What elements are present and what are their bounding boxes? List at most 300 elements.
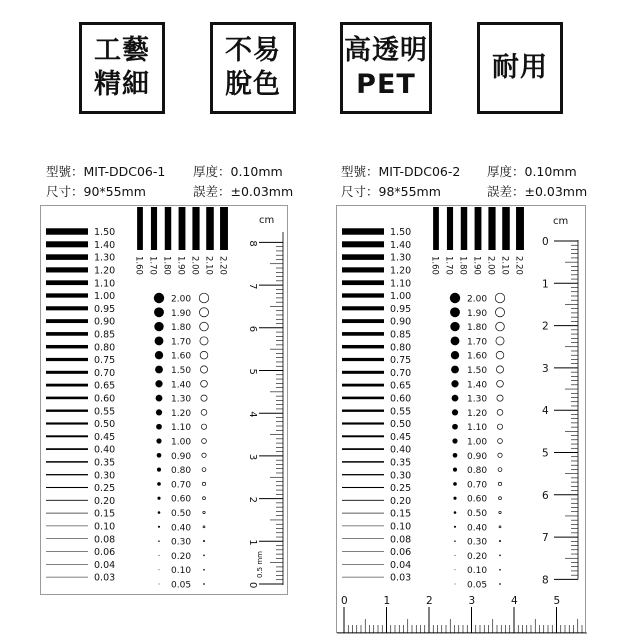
dot-size-label: 2.00 — [467, 294, 488, 305]
filled-dot — [159, 584, 160, 585]
bar-label: 2.20 — [513, 256, 524, 275]
hollow-dot — [498, 468, 502, 472]
line-width-sample — [46, 228, 88, 234]
dot-size-label: 1.40 — [171, 380, 192, 391]
line-width-sample — [342, 422, 384, 424]
filled-dot — [451, 351, 459, 359]
product2-model: 型號：MIT-DDC06-2 — [341, 164, 461, 179]
line-width-label: 0.35 — [94, 457, 116, 469]
filled-dot — [453, 468, 457, 472]
dot-size-label: 0.60 — [171, 494, 192, 505]
line-width-label: 0.30 — [390, 470, 412, 482]
bar-sample — [192, 207, 199, 250]
filled-dot — [454, 540, 456, 542]
dot-size-label: 0.40 — [171, 523, 192, 534]
filled-dot — [454, 526, 456, 528]
filled-dot — [451, 336, 460, 345]
ruler-number: 4 — [542, 405, 549, 418]
bar-label: 1.90 — [175, 256, 186, 275]
filled-dot — [156, 409, 162, 415]
filled-dot — [157, 497, 160, 500]
dot-size-label: 0.30 — [467, 537, 488, 548]
dot-size-label: 1.90 — [467, 308, 488, 319]
product1-size: 尺寸：90*55mm — [46, 184, 146, 199]
line-width-label: 0.35 — [390, 457, 412, 469]
ruler-number: 2 — [247, 496, 258, 503]
line-width-label: 0.06 — [390, 547, 412, 559]
ruler-number: 0 — [542, 236, 549, 248]
filled-dot — [450, 293, 460, 303]
line-width-label: 0.45 — [390, 431, 412, 443]
dot-size-label: 0.05 — [467, 580, 488, 591]
dot-size-label: 0.80 — [171, 466, 192, 477]
line-width-sample — [342, 538, 384, 539]
bar-sample — [220, 207, 228, 250]
line-width-sample — [342, 448, 384, 450]
dot-size-label: 0.70 — [171, 480, 192, 491]
gauge-card-1 — [40, 205, 288, 595]
hollow-dot — [203, 511, 205, 513]
line-width-label: 0.20 — [390, 495, 412, 507]
hollow-dot — [495, 308, 504, 317]
bar-sample — [447, 207, 453, 250]
bar-sample — [179, 207, 186, 250]
bar-label: 2.00 — [189, 256, 200, 275]
line-width-sample — [46, 384, 88, 387]
feature-text: 耐用 — [492, 52, 548, 83]
dot-size-label: 1.30 — [171, 394, 192, 405]
filled-dot — [158, 540, 160, 542]
bar-label: 1.70 — [147, 256, 158, 275]
line-width-label: 0.40 — [94, 444, 116, 456]
filled-dot — [154, 307, 164, 317]
line-width-label: 0.70 — [390, 367, 412, 379]
dot-size-label: 1.50 — [171, 366, 192, 376]
bar-sample — [165, 207, 171, 250]
feature-text: 工藝 — [94, 35, 150, 66]
line-width-sample — [46, 551, 88, 552]
line-width-sample — [46, 241, 88, 247]
filled-dot — [156, 424, 162, 430]
bar-sample — [461, 207, 467, 250]
hollow-dot — [496, 366, 503, 373]
hollow-dot — [201, 410, 207, 416]
ruler-unit-label: cm — [553, 216, 569, 227]
bar-sample — [502, 207, 510, 250]
dot-size-label: 1.20 — [171, 408, 192, 419]
line-width-sample — [342, 461, 384, 463]
hollow-dot — [203, 540, 204, 541]
dot-size-label: 1.80 — [467, 323, 488, 334]
dot-size-label: 0.80 — [467, 466, 488, 477]
line-width-sample — [46, 487, 88, 488]
feature-text: 精細 — [94, 69, 150, 100]
line-width-sample — [46, 319, 88, 323]
line-width-sample — [46, 564, 88, 565]
dot-size-label: 1.60 — [171, 351, 192, 362]
filled-dot — [157, 453, 162, 458]
line-width-sample — [46, 461, 88, 463]
hollow-dot — [201, 395, 207, 401]
line-width-label: 0.90 — [390, 316, 412, 328]
filled-dot — [157, 482, 161, 486]
line-width-label: 1.10 — [390, 278, 412, 290]
line-width-sample — [342, 564, 384, 565]
dot-size-label: 1.00 — [467, 437, 488, 448]
line-width-sample — [46, 448, 88, 450]
filled-dot — [155, 351, 163, 359]
ruler-number: 2 — [542, 320, 549, 333]
bar-sample — [433, 207, 439, 250]
hollow-dot — [500, 569, 501, 570]
ruler-number: 6 — [542, 489, 549, 502]
line-width-label: 0.04 — [390, 559, 412, 571]
line-width-label: 0.30 — [94, 470, 116, 482]
dot-size-label: 0.40 — [467, 523, 488, 534]
bar-sample — [516, 207, 524, 250]
gauge-card-2-graphic — [337, 206, 587, 634]
dot-size-label: 0.20 — [171, 551, 192, 562]
dot-size-label: 0.90 — [171, 451, 192, 462]
line-width-label: 0.85 — [390, 329, 412, 341]
line-width-label: 1.00 — [94, 291, 116, 303]
filled-dot — [155, 366, 163, 374]
hollow-dot — [199, 308, 208, 317]
line-width-sample — [46, 293, 88, 297]
bar-label: 2.00 — [485, 256, 496, 275]
line-width-label: 0.03 — [390, 572, 412, 584]
line-width-sample — [342, 241, 384, 247]
line-width-sample — [342, 293, 384, 297]
line-width-label: 1.40 — [94, 239, 116, 251]
hollow-dot — [204, 584, 205, 585]
dot-size-label: 0.30 — [171, 537, 192, 548]
filled-dot — [450, 307, 460, 317]
dot-size-label: 2.00 — [171, 294, 192, 305]
dot-size-label: 0.20 — [467, 551, 488, 562]
line-width-sample — [46, 577, 88, 578]
dot-size-label: 0.60 — [467, 494, 488, 505]
hollow-dot — [499, 497, 502, 500]
line-width-sample — [46, 254, 88, 260]
dot-size-label: 0.90 — [467, 451, 488, 462]
dot-size-label: 1.80 — [171, 323, 192, 334]
ruler-number: 5 — [542, 447, 549, 460]
dot-size-label: 1.30 — [467, 394, 488, 405]
line-width-label: 0.08 — [390, 534, 412, 546]
bar-label: 1.70 — [443, 256, 454, 275]
feature-box-durable — [477, 22, 563, 114]
line-width-label: 1.30 — [94, 252, 116, 264]
product2-thickness: 厚度：0.10mm — [487, 164, 577, 179]
line-width-sample — [46, 422, 88, 424]
line-width-label: 0.15 — [94, 508, 116, 520]
line-width-label: 0.04 — [94, 559, 116, 571]
ruler-number: 1 — [542, 278, 549, 291]
hollow-dot — [497, 424, 502, 429]
bar-label: 1.80 — [161, 256, 172, 275]
line-width-label: 0.70 — [94, 367, 116, 379]
line-width-label: 0.08 — [94, 534, 116, 546]
line-width-label: 1.20 — [94, 265, 116, 277]
line-width-label: 0.45 — [94, 431, 116, 443]
filled-dot — [452, 395, 459, 402]
dot-size-label: 0.70 — [467, 480, 488, 491]
line-width-label: 1.30 — [390, 252, 412, 264]
line-width-label: 1.40 — [390, 239, 412, 251]
bar-sample — [488, 207, 495, 250]
filled-dot — [156, 438, 161, 443]
dot-size-label: 1.70 — [467, 337, 488, 348]
filled-dot — [453, 453, 458, 458]
line-width-sample — [46, 358, 88, 361]
ruler-number: 8 — [247, 240, 258, 247]
filled-dot — [455, 569, 456, 570]
bar-label: 2.10 — [203, 256, 214, 275]
product1-thickness: 厚度：0.10mm — [193, 164, 283, 179]
hollow-dot — [500, 584, 501, 585]
dot-size-label: 0.05 — [171, 580, 192, 591]
hollow-dot — [202, 453, 206, 457]
line-width-sample — [342, 371, 384, 374]
filled-dot — [453, 497, 456, 500]
gauge-card-1-graphic — [41, 206, 289, 596]
filled-dot — [451, 366, 459, 374]
dot-size-label: 1.20 — [467, 408, 488, 419]
bar-label: 2.20 — [217, 256, 228, 275]
ruler-number: 6 — [247, 325, 258, 333]
bar-label: 1.90 — [471, 256, 482, 275]
feature-text: 不易 — [225, 35, 281, 66]
hollow-dot — [499, 526, 501, 528]
line-width-label: 0.80 — [94, 342, 116, 354]
dot-size-label: 1.40 — [467, 380, 488, 391]
line-width-sample — [46, 397, 88, 400]
bar-label: 2.10 — [499, 256, 510, 275]
filled-dot — [156, 395, 163, 402]
line-width-label: 1.50 — [94, 227, 116, 239]
feature-text: 脫色 — [225, 69, 281, 100]
line-width-label: 1.10 — [94, 278, 116, 290]
line-width-sample — [342, 474, 384, 475]
filled-dot — [450, 322, 459, 331]
line-width-sample — [342, 332, 384, 336]
filled-dot — [157, 468, 161, 472]
filled-dot — [155, 380, 162, 387]
line-width-label: 0.40 — [390, 444, 412, 456]
line-width-label: 0.90 — [94, 316, 116, 328]
hollow-dot — [499, 511, 501, 513]
line-width-label: 0.03 — [94, 572, 116, 584]
filled-dot — [158, 555, 159, 556]
line-width-label: 1.20 — [390, 265, 412, 277]
hollow-dot — [200, 351, 208, 359]
filled-dot — [154, 293, 164, 303]
line-width-sample — [46, 500, 88, 501]
line-width-sample — [46, 306, 88, 310]
filled-dot — [452, 438, 457, 443]
line-width-label: 1.00 — [390, 291, 412, 303]
hollow-dot — [204, 569, 205, 570]
line-width-sample — [46, 435, 88, 437]
filled-dot — [454, 555, 455, 556]
line-width-label: 0.50 — [390, 419, 412, 431]
filled-dot — [155, 336, 164, 345]
bar-label: 1.80 — [457, 256, 468, 275]
ruler-number: 0 — [247, 582, 258, 589]
line-width-label: 0.10 — [94, 521, 116, 533]
line-width-label: 0.95 — [94, 303, 116, 315]
hollow-dot — [201, 380, 208, 387]
line-width-label: 0.75 — [94, 355, 116, 367]
dot-size-label: 1.90 — [171, 308, 192, 319]
dot-size-label: 0.10 — [467, 566, 488, 577]
hollow-dot — [496, 351, 504, 359]
hollow-dot — [203, 497, 206, 500]
line-width-sample — [342, 513, 384, 514]
bar-sample — [151, 207, 157, 250]
filled-dot — [452, 409, 458, 415]
dot-size-label: 0.10 — [171, 566, 192, 577]
line-width-label: 0.20 — [94, 495, 116, 507]
line-width-sample — [46, 345, 88, 348]
hollow-dot — [200, 337, 208, 345]
hollow-dot — [499, 540, 500, 541]
ruler-number: 7 — [247, 283, 258, 290]
line-width-sample — [342, 345, 384, 348]
line-width-sample — [342, 384, 384, 387]
bar-sample — [475, 207, 482, 250]
hollow-dot — [200, 322, 209, 331]
filled-dot — [453, 482, 457, 486]
line-width-label: 0.15 — [390, 508, 412, 520]
filled-dot — [452, 424, 458, 430]
filled-dot — [158, 511, 161, 514]
hollow-dot — [204, 555, 205, 556]
line-width-sample — [342, 254, 384, 260]
product2-tolerance: 誤差：±0.03mm — [487, 184, 588, 199]
line-width-sample — [342, 551, 384, 552]
line-width-sample — [46, 280, 88, 285]
hollow-dot — [497, 380, 504, 387]
line-width-sample — [342, 358, 384, 361]
hollow-dot — [201, 424, 206, 429]
line-width-sample — [342, 435, 384, 437]
filled-dot — [455, 584, 456, 585]
bar-sample — [206, 207, 214, 250]
filled-dot — [159, 569, 160, 570]
ruler-number: 2 — [426, 595, 433, 607]
line-width-sample — [342, 410, 384, 412]
line-width-sample — [342, 228, 384, 234]
dot-size-label: 1.50 — [467, 366, 488, 376]
line-width-sample — [46, 538, 88, 539]
line-width-label: 0.55 — [94, 406, 116, 418]
line-width-sample — [342, 526, 384, 527]
filled-dot — [451, 380, 458, 387]
dot-size-label: 1.60 — [467, 351, 488, 362]
dot-size-label: 1.70 — [171, 337, 192, 348]
dot-size-label: 1.10 — [467, 423, 488, 434]
line-width-sample — [46, 410, 88, 412]
hollow-dot — [202, 482, 205, 485]
ruler-number: 5 — [553, 595, 561, 607]
line-width-label: 0.06 — [94, 547, 116, 559]
bar-sample — [137, 207, 143, 250]
ruler-unit-label: cm — [259, 215, 275, 226]
ruler-number: 0 — [341, 595, 348, 607]
line-width-label: 0.95 — [390, 303, 412, 315]
line-width-label: 0.85 — [94, 329, 116, 341]
hollow-dot — [498, 453, 502, 457]
dot-size-label: 1.10 — [171, 423, 192, 434]
line-width-sample — [46, 526, 88, 527]
ruler-number: 3 — [542, 362, 549, 375]
line-width-label: 0.50 — [94, 419, 116, 431]
line-width-sample — [342, 306, 384, 310]
hollow-dot — [497, 410, 503, 416]
line-width-sample — [46, 474, 88, 475]
filled-dot — [158, 526, 160, 528]
product1-tolerance: 誤差：±0.03mm — [193, 184, 294, 199]
hollow-dot — [498, 439, 503, 444]
line-width-label: 1.50 — [390, 227, 412, 239]
ruler-number: 3 — [247, 453, 258, 461]
hollow-dot — [498, 482, 501, 485]
feature-text: PET — [356, 69, 416, 100]
ruler-number: 1 — [247, 539, 258, 546]
ruler-number: 3 — [468, 595, 476, 607]
line-width-sample — [342, 397, 384, 400]
dot-size-label: 1.00 — [171, 437, 192, 448]
dot-size-label: 0.50 — [467, 509, 488, 519]
line-width-label: 0.75 — [390, 355, 412, 367]
ruler-number: 8 — [542, 574, 549, 587]
ruler-number: 4 — [511, 595, 518, 607]
ruler-number: 4 — [247, 411, 258, 418]
feature-box-fade-resistant — [210, 22, 296, 114]
ruler-number: 1 — [383, 595, 391, 607]
ruler-number: 5 — [247, 368, 258, 375]
line-width-sample — [46, 267, 88, 272]
hollow-dot — [202, 468, 206, 472]
filled-dot — [154, 322, 163, 331]
line-width-sample — [342, 487, 384, 488]
line-width-label: 0.10 — [390, 521, 412, 533]
line-width-label: 0.60 — [390, 393, 412, 405]
feature-text: 高透明 — [344, 35, 428, 66]
hollow-dot — [202, 439, 207, 444]
feature-box-transparent-pet — [340, 22, 432, 114]
line-width-label: 0.65 — [94, 380, 116, 392]
line-width-sample — [46, 513, 88, 514]
hollow-dot — [200, 366, 207, 373]
feature-box-craft — [79, 22, 165, 114]
line-width-sample — [342, 280, 384, 285]
hollow-dot — [497, 395, 503, 401]
line-width-sample — [342, 319, 384, 323]
line-width-label: 0.25 — [94, 483, 116, 495]
line-width-sample — [342, 500, 384, 501]
line-width-sample — [342, 577, 384, 578]
product2-size: 尺寸：98*55mm — [341, 184, 441, 199]
gauge-card-2 — [336, 205, 586, 633]
line-width-label: 0.25 — [390, 483, 412, 495]
bar-label: 1.60 — [133, 256, 144, 275]
hollow-dot — [199, 293, 209, 303]
bar-label: 1.60 — [429, 256, 440, 275]
dot-size-label: 0.50 — [171, 509, 192, 519]
